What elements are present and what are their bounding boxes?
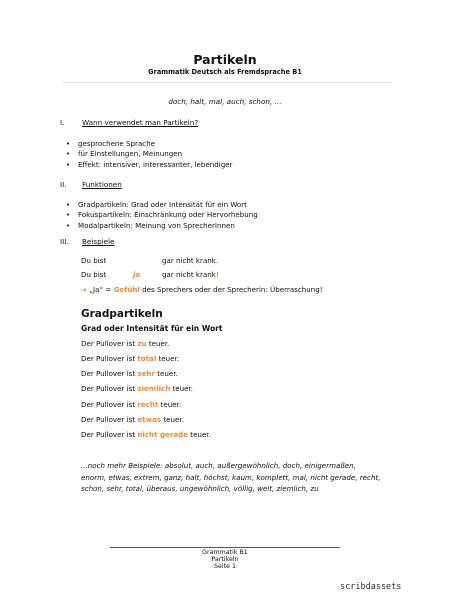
footer-line-1: Grammatik B1 (202, 549, 248, 556)
example-row (81, 415, 184, 424)
example-row (81, 339, 169, 348)
section-2-heading (60, 180, 122, 189)
sentence-end: teuer. (161, 415, 184, 424)
section-number: II. (60, 180, 67, 189)
highlighted-particle: nicht gerade (137, 430, 189, 439)
explanation-prefix: „Ja“ = (89, 285, 114, 294)
sentence-end: teuer. (154, 369, 178, 378)
section-1-heading (60, 118, 198, 127)
list-item: • Modalpartikeln: Meinung von SprecherInnen (66, 221, 258, 231)
highlighted-particle: sehr (137, 369, 155, 378)
sentence-start: Der Pullover ist (81, 369, 138, 378)
footer-page-number: Seite 1 (214, 563, 236, 570)
page-subtitle: Grammatik Deutsch als Fremdsprache B1 (148, 68, 302, 76)
list-item: • Gradpartikeln: Grad oder Intensität für ein Wort (66, 200, 258, 210)
example-sentence-2 (81, 270, 381, 280)
sentence-end: teuer. (188, 430, 211, 439)
footer-divider (110, 547, 340, 548)
section-1-list (66, 139, 233, 170)
sentence-end: teuer. (146, 339, 170, 348)
highlighted-particle: ja (133, 270, 141, 279)
example-sentence-1 (81, 256, 381, 266)
section-2-list (66, 200, 258, 231)
highlighted-particle: etwas (137, 415, 162, 424)
sentence-end: teuer. (156, 354, 180, 363)
example-text: gar nicht krank. (162, 256, 219, 265)
explanation-text: des Sprechers oder der Sprecherin: Überraschung! (139, 285, 323, 294)
sentence-start: Der Pullover ist (81, 384, 138, 393)
sentence-start: Der Pullover ist (81, 415, 138, 424)
intro-particles: doch, halt, mal, auch, schon, … (168, 97, 282, 106)
section-number: III. (60, 237, 69, 246)
exclamation-mark: ! (215, 270, 220, 279)
sentence-start: Der Pullover ist (81, 339, 138, 348)
list-item: • für Einstellungen, Meinungen (66, 149, 233, 159)
gradpartikeln-heading: Gradpartikeln (81, 308, 163, 320)
watermark: scribdassets (340, 582, 402, 592)
highlighted-particle: zu (137, 339, 147, 348)
sentence-end: teuer. (170, 384, 194, 393)
sentence-start: Der Pullover ist (81, 430, 138, 439)
highlighted-particle: recht (137, 400, 159, 409)
sentence-start: Der Pullover ist (81, 400, 138, 409)
example-text: Du bist (81, 270, 107, 279)
highlighted-word: Gefühl (113, 285, 140, 294)
example-row (81, 400, 181, 409)
section-number: I. (60, 118, 65, 127)
sentence-end: teuer. (158, 400, 182, 409)
section-title: Funktionen (82, 180, 122, 189)
example-text: gar nicht krank (162, 270, 216, 279)
explanation-line (81, 285, 323, 294)
gradpartikeln-subheading: Grad oder Intensität für ein Wort (81, 324, 223, 333)
section-title: Beispiele (82, 237, 115, 246)
arrow-right-icon: ➔ (81, 285, 87, 294)
section-title: Wann verwendet man Partikeln? (82, 118, 199, 127)
example-row (81, 354, 179, 363)
example-text: Du bist (81, 256, 107, 265)
page-title: Partikeln (193, 52, 257, 67)
example-row (81, 430, 211, 439)
example-row (81, 369, 178, 378)
list-item: • Effekt: intensiver, interessanter, lebendiger (66, 160, 233, 170)
more-examples: ...noch mehr Beispiele: absolut, auch, außergewöhnlich, doch, einigermaßen, enorm, etwas, extrem, ganz, halt, höchst, kaum, komplett, mal, nicht gerade, recht, schon, sehr, total, überaus, ungewöhnlich, völlig, weit, ziemlich, zu (81, 461, 381, 494)
footer-line-2: Partikeln (211, 556, 239, 563)
highlighted-particle: total (137, 354, 157, 363)
section-3-heading (60, 237, 115, 246)
header-divider (62, 82, 390, 83)
sentence-start: Der Pullover ist (81, 354, 138, 363)
list-item: • gesprochene Sprache (66, 139, 233, 149)
list-item: • Fokuspartikeln: Einschränkung oder Hervorhebung (66, 210, 258, 220)
example-row (81, 384, 193, 393)
highlighted-particle: ziemlich (137, 384, 171, 393)
